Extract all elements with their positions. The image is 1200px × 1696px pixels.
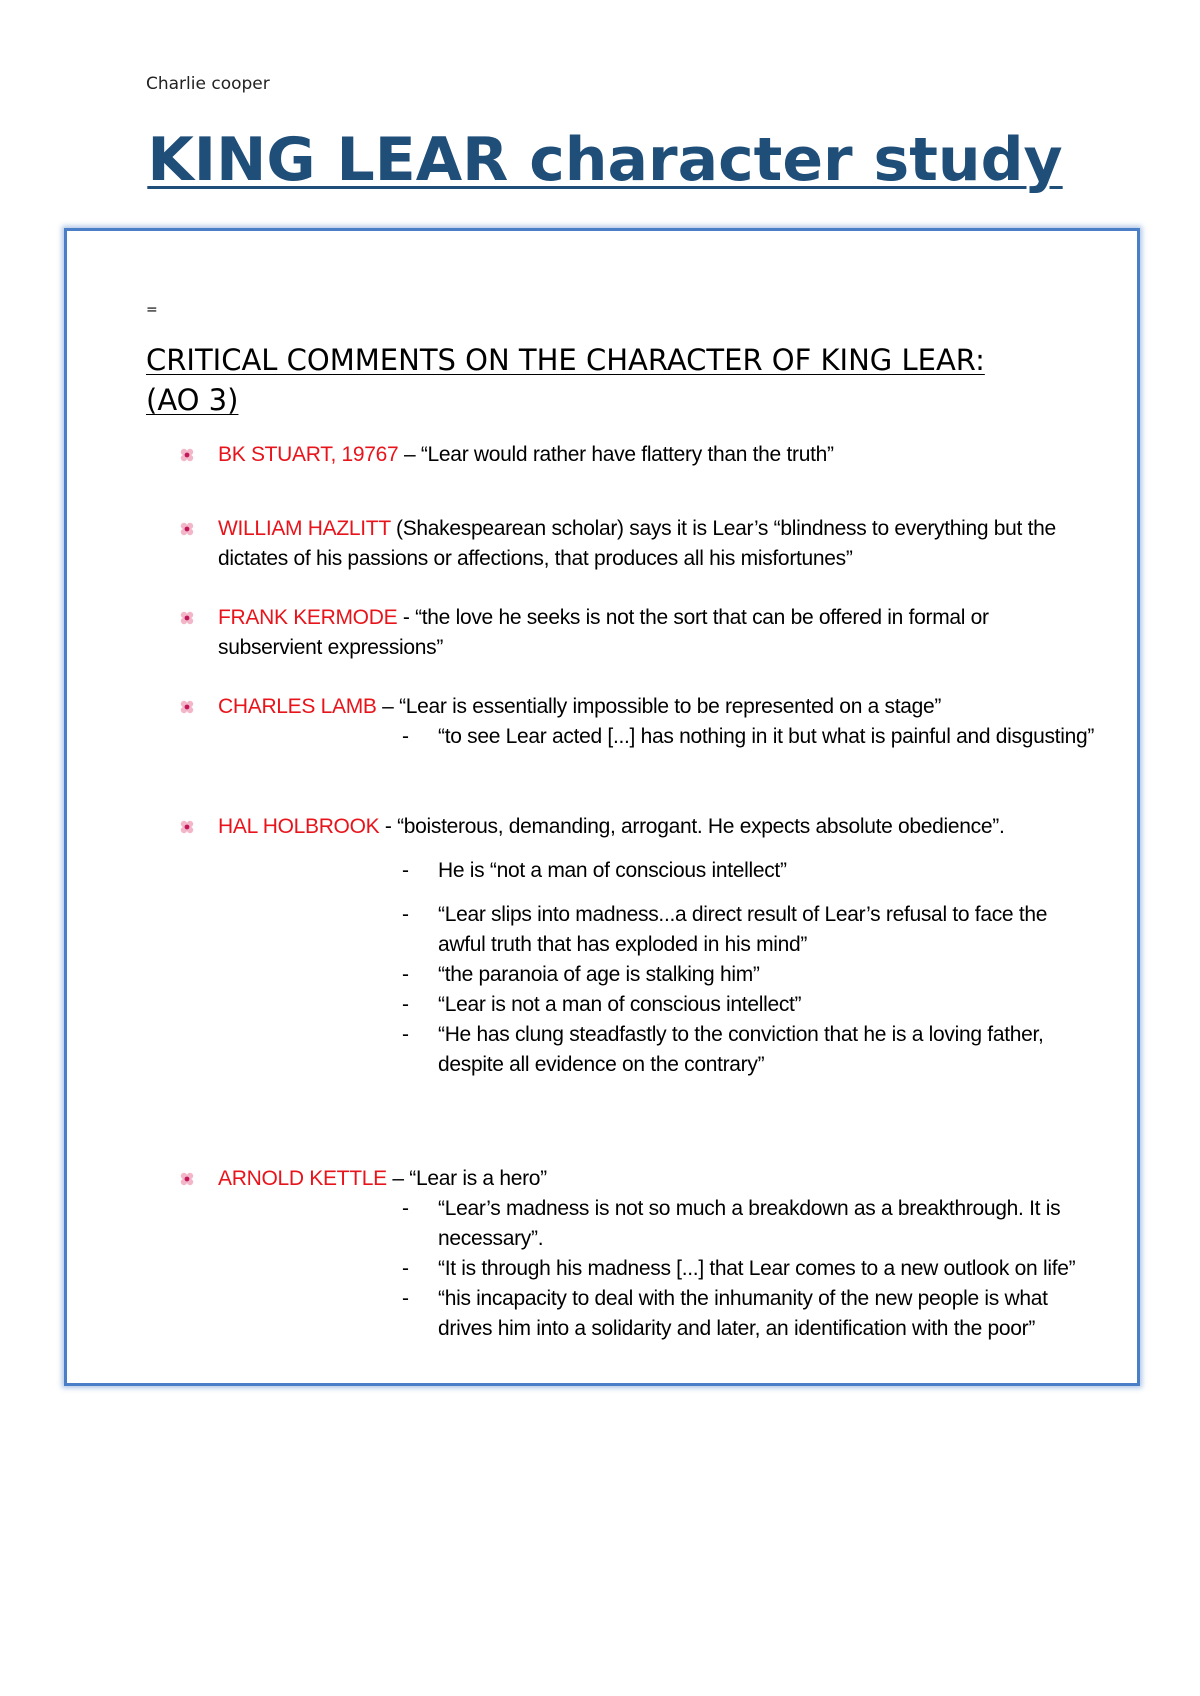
- critic-separator: –: [398, 443, 421, 466]
- critic-entry: [146, 514, 1066, 574]
- quote-sub-item: [402, 990, 1098, 1020]
- stray-mark: =: [146, 302, 158, 318]
- critic-name: FRANK KERMODE: [218, 606, 398, 629]
- critic-name: CHARLES LAMB: [218, 695, 377, 718]
- quote-sub-item: [402, 856, 1098, 886]
- dash-marker: -: [402, 725, 409, 748]
- critic-line: [218, 692, 1066, 722]
- dash-marker: -: [402, 963, 409, 986]
- sub-quote: “Lear is not a man of conscious intellect”: [438, 993, 802, 1016]
- sub-quote: “Lear’s madness is not so much a breakdown as a breakthrough. It is necessary”.: [438, 1197, 1061, 1250]
- critic-name: BK STUART, 19767: [218, 443, 399, 466]
- dash-marker: -: [402, 1197, 409, 1220]
- sub-quote: “the paranoia of age is stalking him”: [438, 963, 760, 986]
- pink-flower-bullet-icon: [180, 611, 194, 625]
- critic-line: [218, 1164, 1066, 1194]
- critic-quote: “Lear is essentially impossible to be represented on a stage”: [399, 695, 942, 718]
- critic-line: [218, 812, 1066, 842]
- dash-marker: -: [402, 1287, 409, 1310]
- author-name: Charlie cooper: [146, 74, 270, 94]
- critic-quote: “blindness to everything but the dictates of his passions or affections, that produces all his misfortunes”: [218, 517, 1056, 570]
- critic-entry: [146, 603, 1066, 663]
- quote-sub-item: [402, 722, 1098, 752]
- critic-name: WILLIAM HAZLITT: [218, 517, 391, 540]
- sub-quote: “his incapacity to deal with the inhumanity of the new people is what drives him into a solidarity and later, an identification with the poor”: [438, 1287, 1048, 1340]
- pink-flower-bullet-icon: [180, 700, 194, 714]
- quote-sub-item: [402, 960, 1098, 990]
- quote-sub-item: [402, 1194, 1098, 1254]
- page-title: [0, 122, 1200, 198]
- critic-quote: “Lear is a hero”: [409, 1167, 547, 1190]
- page-title-text: KING LEAR character study: [147, 125, 1063, 195]
- section-heading: CRITICAL COMMENTS ON THE CHARACTER OF KING LEAR: (AO 3): [146, 343, 985, 417]
- critic-separator: -: [379, 815, 398, 838]
- pink-flower-bullet-icon: [180, 448, 194, 462]
- critic-name: ARNOLD KETTLE: [218, 1167, 387, 1190]
- pink-flower-bullet-icon: [180, 1172, 194, 1186]
- critic-name: HAL HOLBROOK: [218, 815, 380, 838]
- critic-separator: -: [397, 606, 416, 629]
- dash-marker: -: [402, 859, 409, 882]
- quote-sub-item: [402, 900, 1098, 960]
- sub-quote: He is “not a man of conscious intellect”: [438, 859, 787, 882]
- dash-marker: -: [402, 1257, 409, 1280]
- critic-separator: –: [376, 695, 400, 718]
- sub-quote: “to see Lear acted [...] has nothing in it but what is painful and disgusting”: [438, 725, 1095, 748]
- sub-quote: “Lear slips into madness...a direct result of Lear’s refusal to face the awful truth that has exploded in his mind”: [438, 903, 1048, 956]
- pink-flower-bullet-icon: [180, 820, 194, 834]
- critic-entry: [146, 812, 1066, 1080]
- sub-quote: “It is through his madness [...] that Lear comes to a new outlook on life”: [438, 1257, 1076, 1280]
- critic-line: [218, 514, 1066, 574]
- sub-quote: “He has clung steadfastly to the conviction that he is a loving father, despite all evidence on the contrary”: [438, 1023, 1044, 1076]
- critic-entry: [146, 440, 1066, 470]
- critic-separator: (Shakespearean scholar) says it is Lear’s: [390, 517, 774, 540]
- quote-sub-item: [402, 1284, 1098, 1344]
- critic-entry: [146, 692, 1095, 752]
- quote-sub-item: [402, 1254, 1098, 1284]
- critic-quote: “Lear would rather have flattery than the truth”: [420, 443, 834, 466]
- critic-entry: [146, 1164, 1076, 1344]
- quote-sub-item: [402, 1020, 1098, 1080]
- critic-quote: “boisterous, demanding, arrogant. He expects absolute obedience”.: [397, 815, 1005, 838]
- critic-line: [218, 440, 1066, 470]
- critic-line: [218, 603, 1066, 663]
- dash-marker: -: [402, 903, 409, 926]
- pink-flower-bullet-icon: [180, 522, 194, 536]
- critic-quote: “the love he seeks is not the sort that can be offered in formal or subservient expressions”: [218, 606, 989, 659]
- dash-marker: -: [402, 993, 409, 1016]
- dash-marker: -: [402, 1023, 409, 1046]
- critic-separator: –: [386, 1167, 410, 1190]
